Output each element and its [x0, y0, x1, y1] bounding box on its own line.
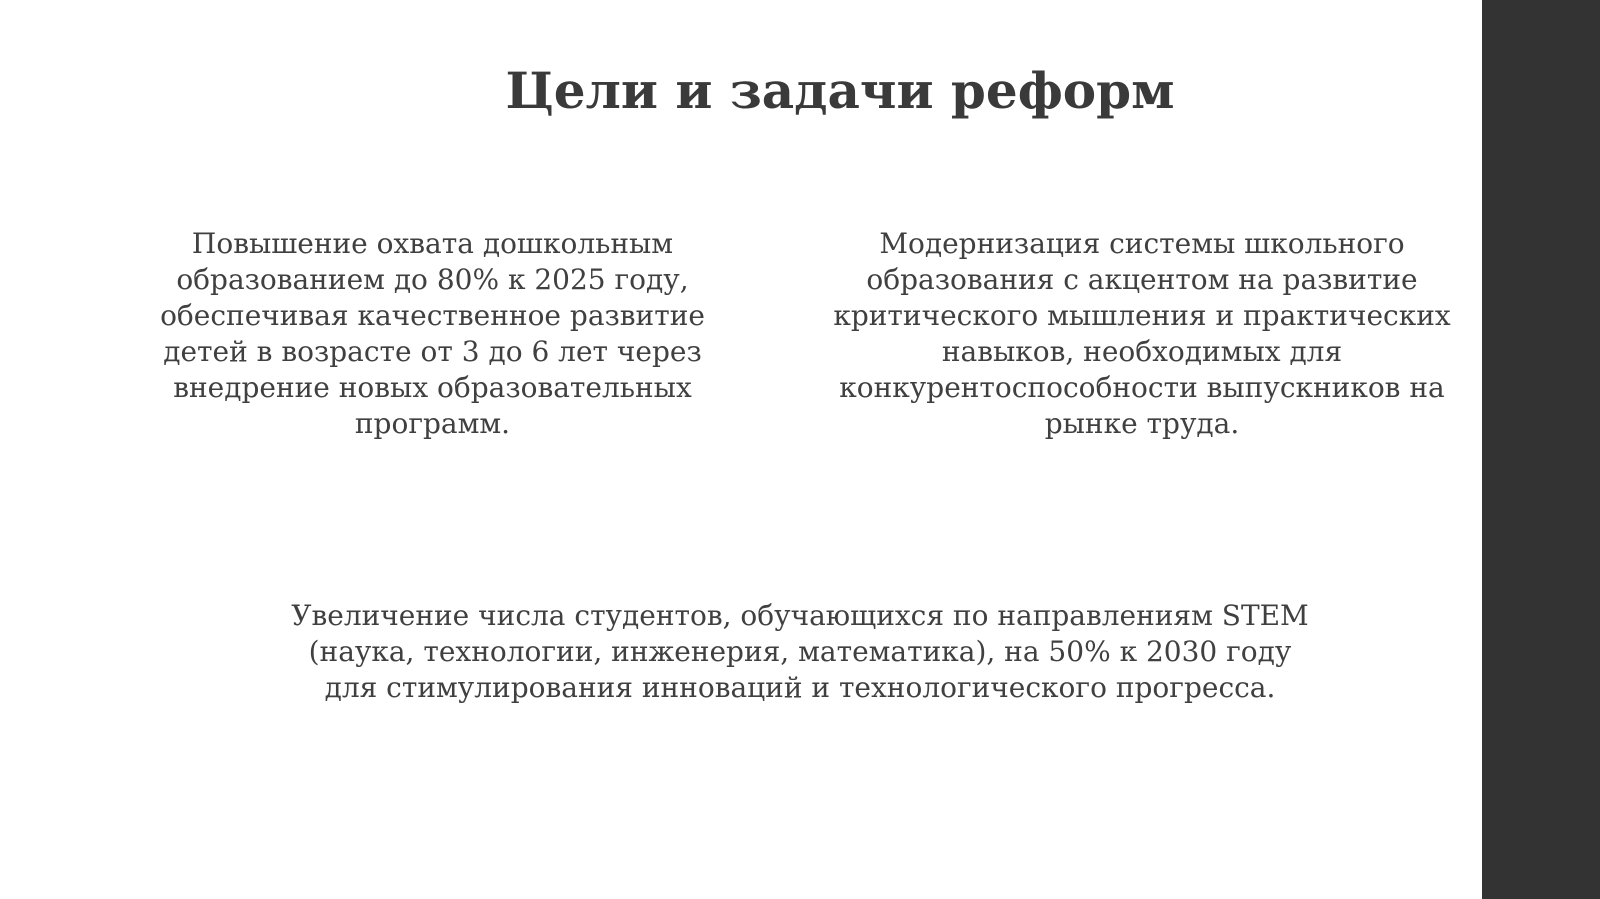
- goal-school-text: Модернизация системы школьного образования с акцентом на развитие критического мышления и практических навыков, необходимых для конкурентоспособности выпускников на рынке труда.: [833, 227, 1451, 440]
- goal-stem-text: Увеличение числа студентов, обучающихся по направлениям STEM (наука, технологии, инженерия, математика), на 50% к 2030 году для стимулирования инноваций и технологического прогресса.: [291, 599, 1309, 704]
- goal-preschool-text: Повышение охвата дошкольным образованием до 80% к 2025 году, обеспечивая качественное развитие детей в возрасте от 3 до 6 лет через внедрение новых образовательных программ.: [160, 227, 705, 440]
- right-side-bar: [1482, 0, 1600, 899]
- slide-title: Цели и задачи реформ: [505, 61, 1175, 120]
